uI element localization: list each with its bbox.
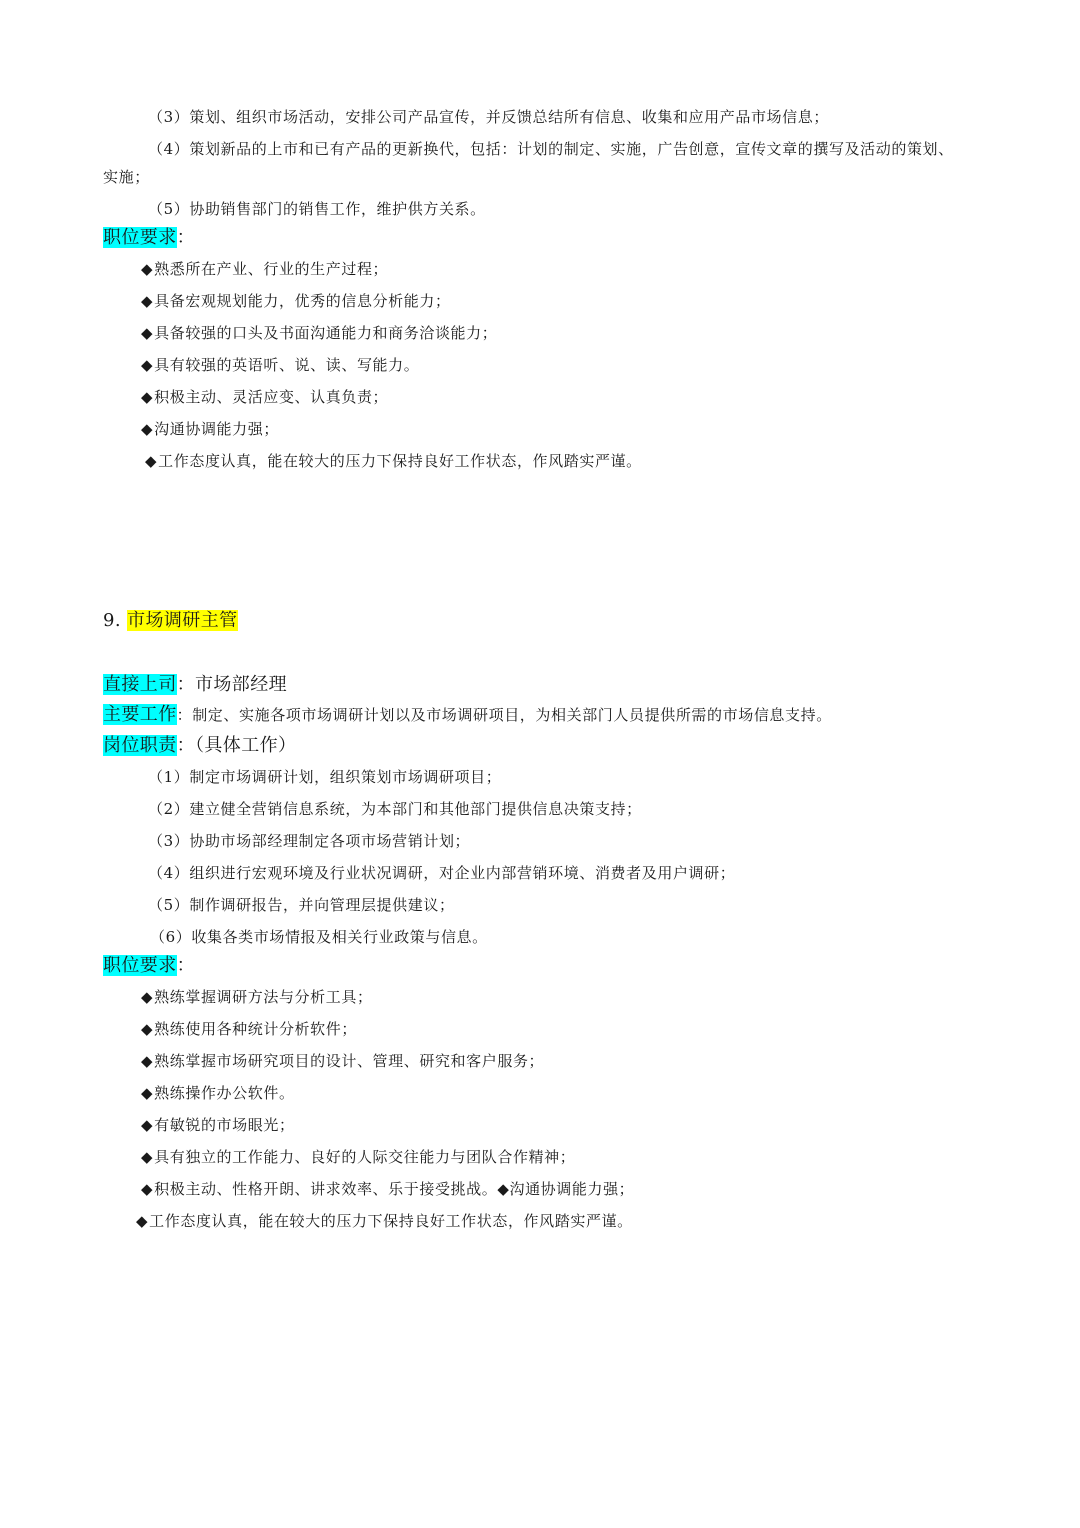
requirement-item: ◆熟悉所在产业、行业的生产过程； (141, 260, 389, 278)
duties-label: 岗位职责 (103, 735, 177, 756)
diamond-bullet-icon: ◆ (141, 1020, 154, 1038)
duty-item: （3）协助市场部经理制定各项市场营销计划； (148, 832, 471, 850)
requirement-item: ◆熟练使用各种统计分析软件； (141, 1020, 357, 1038)
requirement-item: ◆工作态度认真，能在较大的压力下保持良好工作状态，作风踏实严谨。 (136, 1212, 633, 1230)
supervisor-row (103, 672, 287, 698)
duty-line-4-cont: 实施； (103, 168, 150, 186)
main-work-value: ：制定、实施各项市场调研计划以及市场调研项目，为相关部门人员提供所需的市场信息支持。 (176, 706, 832, 724)
requirement-item: ◆熟练操作办公软件。 (141, 1084, 295, 1102)
position-number: 9. (103, 610, 121, 631)
requirement-item: ◆工作态度认真，能在较大的压力下保持良好工作状态，作风踏实严谨。 (145, 452, 642, 470)
duty-line-3: （3）策划、组织市场活动，安排公司产品宣传，并反馈总结所有信息、收集和应用产品市场信息； (148, 108, 829, 126)
duty-item: （5）制作调研报告，并向管理层提供建议； (148, 896, 455, 914)
requirement-item: ◆积极主动、灵活应变、认真负责； (141, 388, 389, 406)
duties-heading: 岗位职责：（具体工作） (103, 735, 297, 756)
main-work-label: 主要工作 (103, 704, 177, 725)
requirement-item: ◆具备宏观规划能力，优秀的信息分析能力； (141, 292, 451, 310)
duty-item: （6）收集各类市场情报及相关行业政策与信息。 (150, 928, 488, 946)
position-title: 市场调研主管 (127, 610, 238, 631)
diamond-bullet-icon: ◆ (141, 1180, 154, 1198)
requirement-item: ◆有敏锐的市场眼光； (141, 1116, 295, 1134)
supervisor-value: ：市场部经理 (176, 674, 288, 695)
duty-item: （2）建立健全营销信息系统，为本部门和其他部门提供信息决策支持； (148, 800, 642, 818)
requirement-item: ◆具备较强的口头及书面沟通能力和商务洽谈能力； (141, 324, 498, 342)
requirement-item: ◆沟通协调能力强； (141, 420, 279, 438)
duty-item: （4）组织进行宏观环境及行业状况调研，对企业内部营销环境、消费者及用户调研； (148, 864, 736, 882)
diamond-bullet-icon: ◆ (141, 1148, 154, 1166)
duty-line-5: （5）协助销售部门的销售工作，维护供方关系。 (148, 200, 486, 218)
duty-item: （1）制定市场调研计划，组织策划市场调研项目； (148, 768, 502, 786)
requirements-heading-top: 职位要求： (103, 227, 196, 248)
requirements-heading: 职位要求： (103, 955, 196, 976)
duty-line-4: （4）策划新品的上市和已有产品的更新换代，包括：计划的制定、实施，广告创意，宣传文章的撰写及活动的策划、 (148, 140, 954, 158)
requirement-item: ◆熟练掌握调研方法与分析工具； (141, 988, 373, 1006)
diamond-bullet-icon: ◆ (141, 1084, 154, 1102)
diamond-bullet-icon: ◆ (141, 324, 154, 342)
diamond-bullet-icon: ◆ (141, 260, 154, 278)
requirement-item: ◆熟练掌握市场研究项目的设计、管理、研究和客户服务； (141, 1052, 545, 1070)
diamond-bullet-icon: ◆ (136, 1212, 149, 1230)
requirements-label: 职位要求 (103, 227, 177, 248)
position-heading (103, 608, 238, 634)
requirement-item: ◆具有较强的英语听、说、读、写能力。 (141, 356, 420, 374)
diamond-bullet-icon: ◆ (141, 1116, 154, 1134)
supervisor-label: 直接上司 (103, 674, 177, 695)
diamond-bullet-icon: ◆ (141, 292, 154, 310)
diamond-bullet-icon: ◆ (141, 356, 154, 374)
diamond-bullet-icon: ◆ (141, 1052, 154, 1070)
diamond-bullet-icon: ◆ (141, 420, 154, 438)
requirement-item: ◆具有独立的工作能力、良好的人际交往能力与团队合作精神； (141, 1148, 576, 1166)
diamond-bullet-icon: ◆ (141, 988, 154, 1006)
requirement-item: ◆积极主动、性格开朗、讲求效率、乐于接受挑战。◆沟通协调能力强； (141, 1180, 635, 1198)
requirements-label: 职位要求 (103, 955, 177, 976)
diamond-bullet-icon: ◆ (145, 452, 158, 470)
diamond-bullet-icon: ◆ (141, 388, 154, 406)
main-work-row (103, 702, 832, 728)
